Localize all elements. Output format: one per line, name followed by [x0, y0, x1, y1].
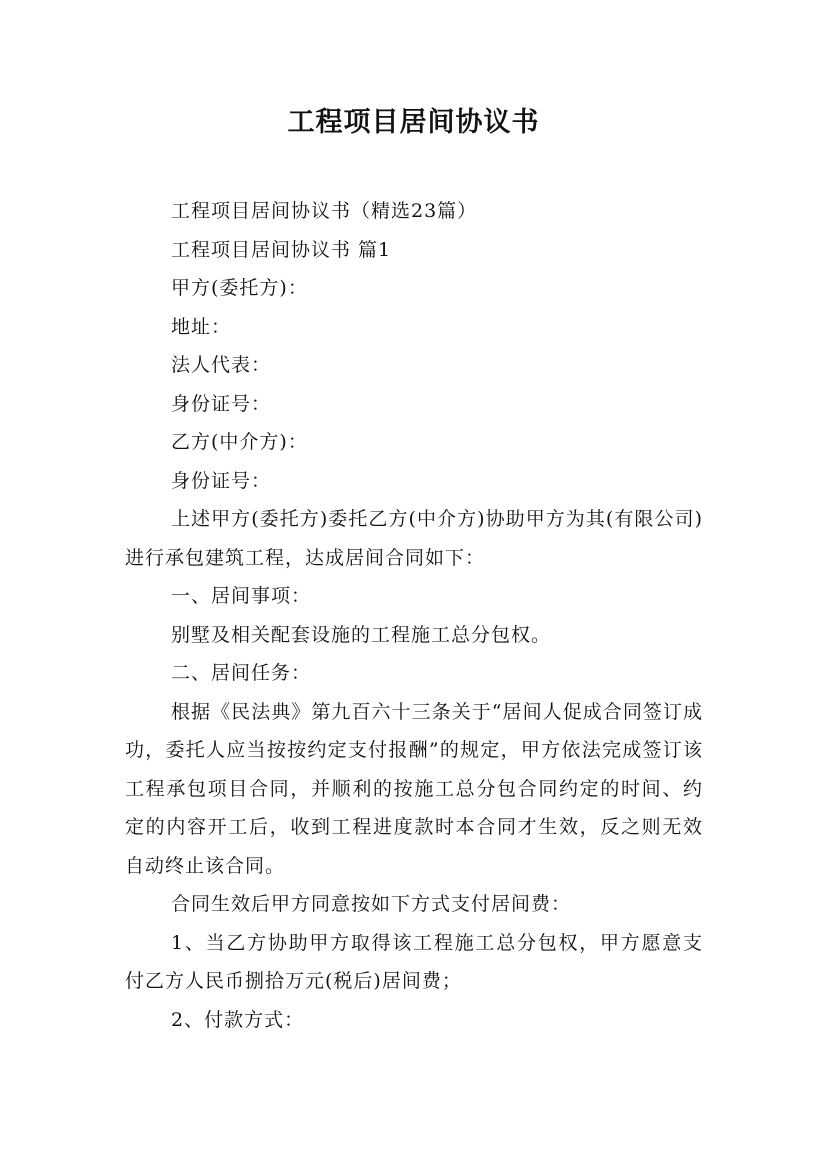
- paragraph-id-number-b: 身份证号：: [171, 469, 272, 492]
- paragraph-payment-item-2: 2、付款方式：: [171, 1008, 305, 1031]
- paragraph-intro: 上述甲方(委托方)委托乙方(中介方)协助甲方为其(有限公司)进行承包建筑工程，达成居间合同如下：: [125, 508, 703, 569]
- paragraph-payment-item-1: 1、当乙方协助甲方取得该工程施工总分包权，甲方愿意支付乙方人民币捌拾万元(税后)居间费；: [125, 931, 703, 992]
- paragraph-party-a: 甲方(委托方)：: [171, 277, 308, 299]
- paragraph-section-1-content: 别墅及相关配套设施的工程施工总分包权。: [171, 623, 552, 646]
- paragraph-section-2-heading: 二、居间任务：: [171, 662, 312, 684]
- paragraph-payment-intro: 合同生效后甲方同意按如下方式支付居间费：: [171, 893, 572, 915]
- paragraph-section-1-heading: 一、居间事项：: [171, 585, 312, 607]
- paragraph-id-number-a: 身份证号：: [171, 392, 272, 415]
- paragraph-collection-title: 工程项目居间协议书（精选23篇）: [171, 200, 478, 222]
- paragraph-section-2-content: 根据《民法典》第九百六十三条关于“居间人促成合同签订成功，委托人应当按按约定支付报酬”的规定，甲方依法完成签订该工程承包项目合同，并顺利的按施工总分包合同约定的时间、约定的内容开工后，收到工程进度款时本合同才生效，反之则无效自动终止该合同。: [125, 700, 703, 877]
- document-title: 工程项目居间协议书: [287, 107, 540, 138]
- paragraph-party-b: 乙方(中介方)：: [171, 431, 308, 453]
- paragraph-legal-representative: 法人代表：: [171, 354, 272, 376]
- document-body: [125, 192, 703, 1039]
- paragraph-address: 地址：: [171, 315, 232, 338]
- paragraph-article-heading: 工程项目居间协议书 篇1: [171, 238, 392, 261]
